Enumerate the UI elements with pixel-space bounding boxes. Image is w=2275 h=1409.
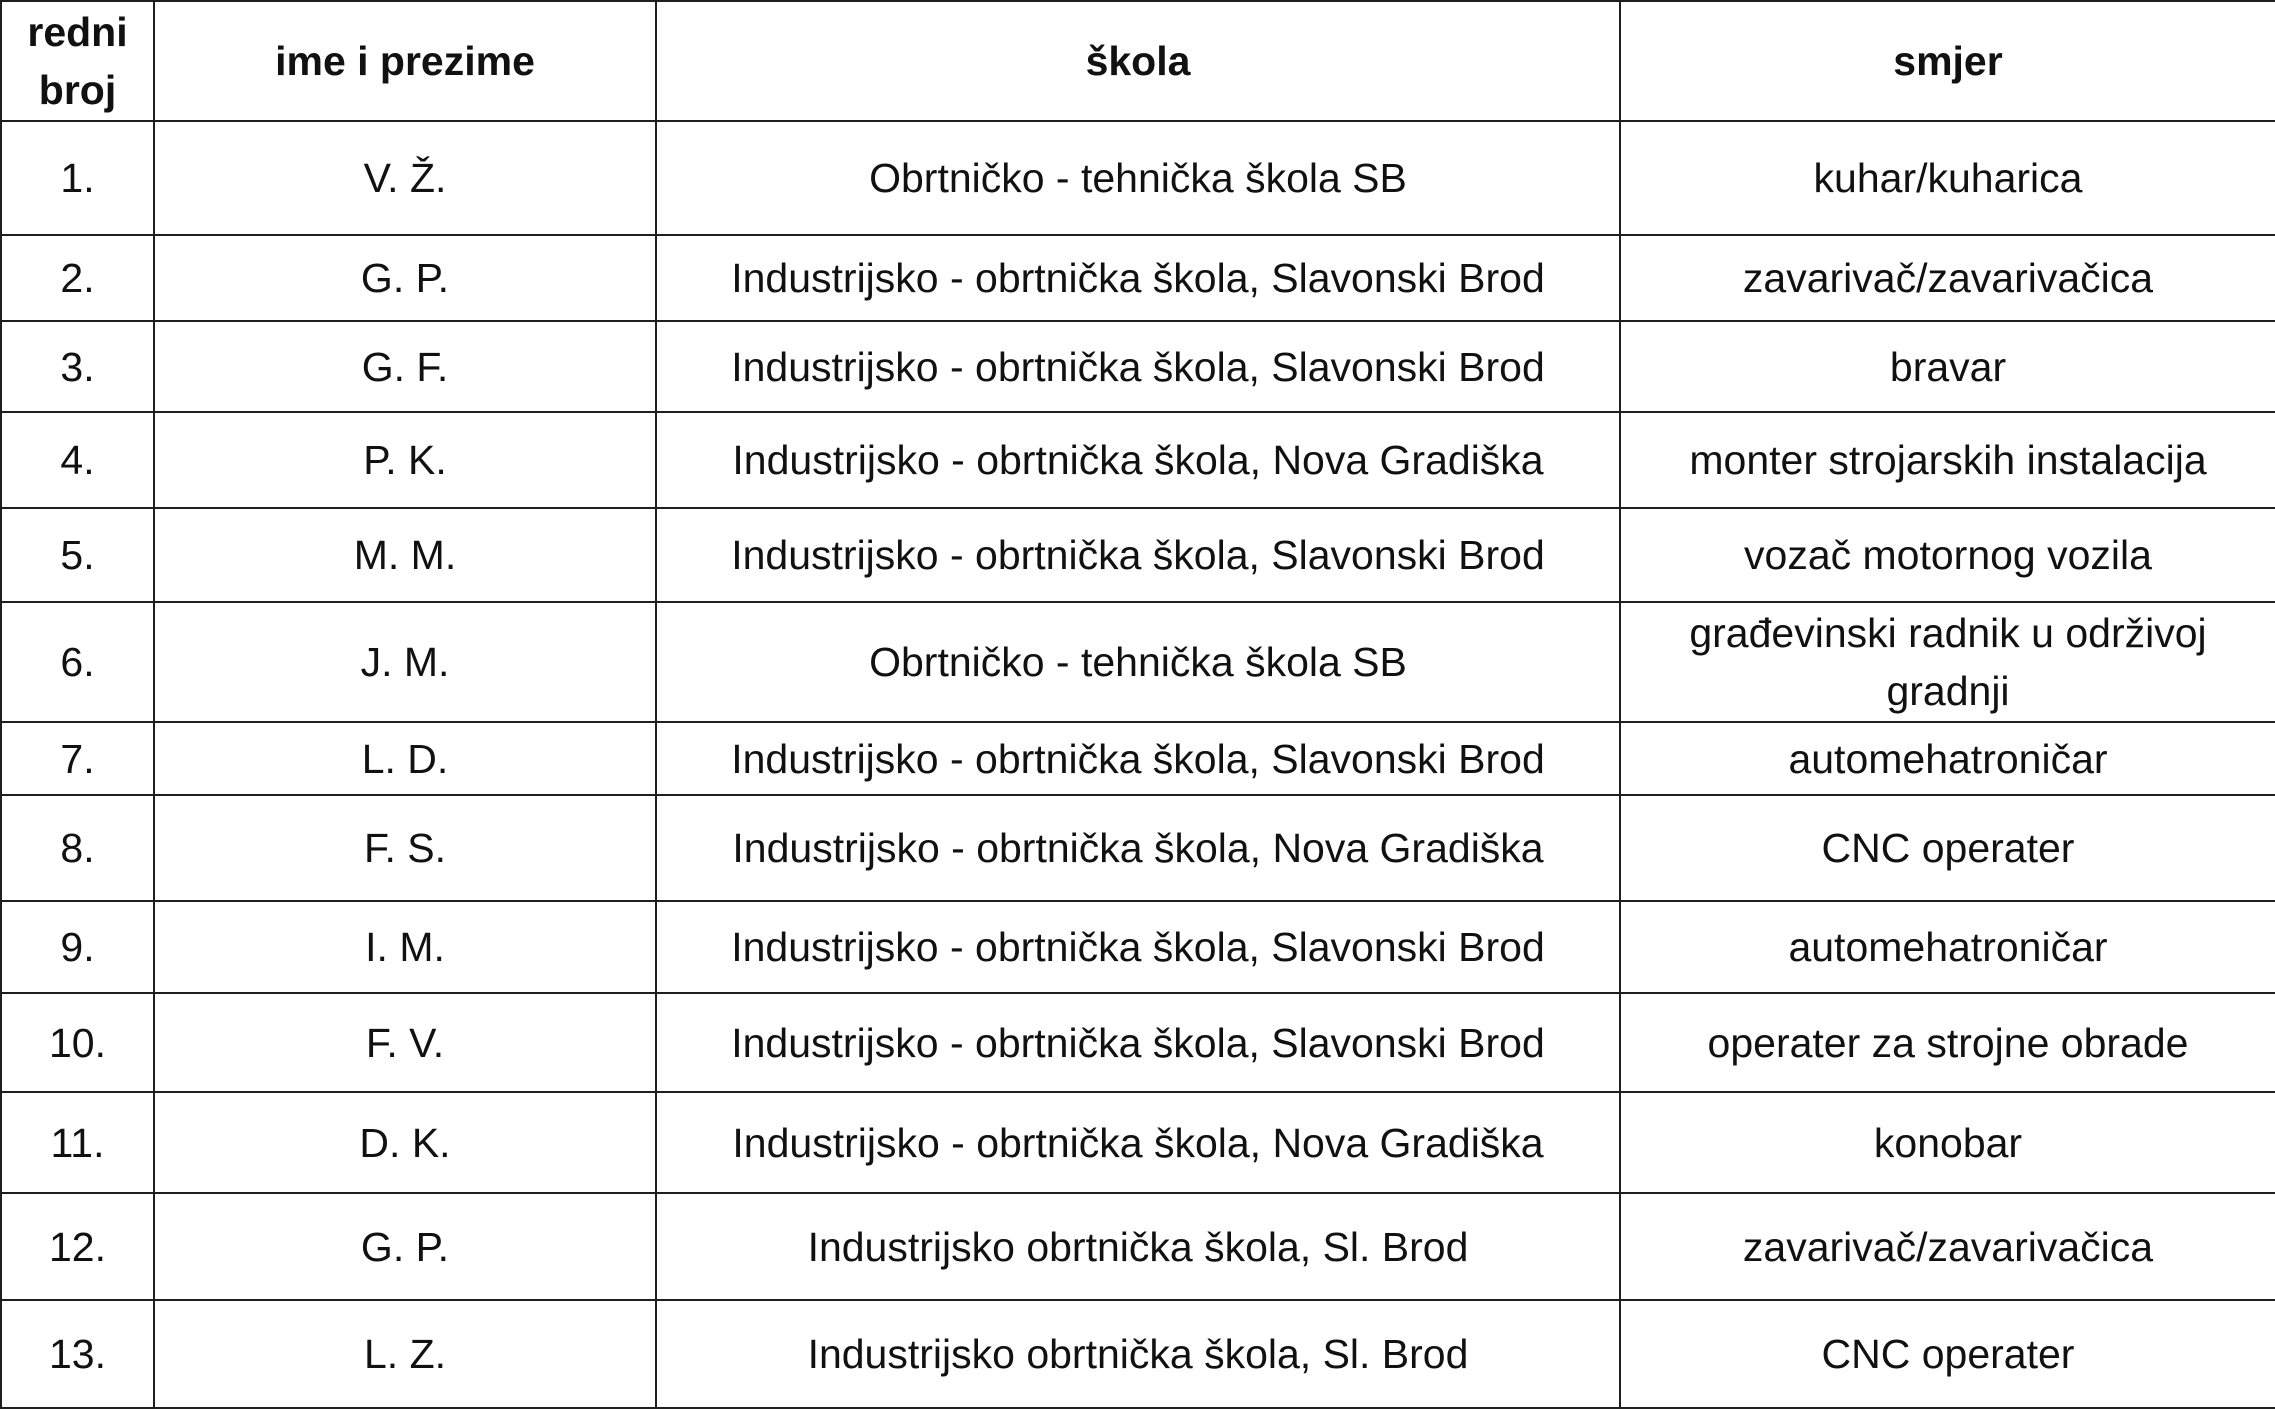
table-row bbox=[1, 412, 2275, 508]
cell-course: monter strojarskih instalacija bbox=[1620, 412, 2275, 508]
header-number-line2: broj bbox=[38, 67, 117, 113]
cell-course: operater za strojne obrade bbox=[1620, 993, 2275, 1092]
cell-name: G. P. bbox=[154, 235, 656, 321]
cell-number: 13. bbox=[1, 1300, 154, 1408]
cell-course: CNC operater bbox=[1620, 795, 2275, 901]
cell-school: Industrijsko - obrtnička škola, Slavonski Brod bbox=[656, 901, 1620, 993]
cell-course: automehatroničar bbox=[1620, 722, 2275, 795]
table-row bbox=[1, 602, 2275, 722]
cell-course: automehatroničar bbox=[1620, 901, 2275, 993]
cell-name: D. K. bbox=[154, 1092, 656, 1193]
cell-name: J. M. bbox=[154, 602, 656, 722]
table-row bbox=[1, 1300, 2275, 1408]
cell-school: Obrtničko - tehnička škola SB bbox=[656, 121, 1620, 235]
cell-course: bravar bbox=[1620, 321, 2275, 412]
header-name: ime i prezime bbox=[154, 1, 656, 121]
cell-name: P. K. bbox=[154, 412, 656, 508]
cell-course: konobar bbox=[1620, 1092, 2275, 1193]
cell-number: 7. bbox=[1, 722, 154, 795]
cell-school: Industrijsko - obrtnička škola, Nova Gradiška bbox=[656, 1092, 1620, 1193]
cell-number: 1. bbox=[1, 121, 154, 235]
header-number bbox=[1, 1, 154, 121]
table-row bbox=[1, 1193, 2275, 1300]
cell-course: zavarivač/zavarivačica bbox=[1620, 1193, 2275, 1300]
cell-school: Industrijsko - obrtnička škola, Slavonski Brod bbox=[656, 321, 1620, 412]
cell-number: 5. bbox=[1, 508, 154, 602]
table-row bbox=[1, 235, 2275, 321]
cell-name: F. S. bbox=[154, 795, 656, 901]
cell-course: CNC operater bbox=[1620, 1300, 2275, 1408]
cell-name: G. P. bbox=[154, 1193, 656, 1300]
cell-course: kuhar/kuharica bbox=[1620, 121, 2275, 235]
cell-school: Industrijsko - obrtnička škola, Nova Gradiška bbox=[656, 795, 1620, 901]
cell-school: Industrijsko - obrtnička škola, Nova Gradiška bbox=[656, 412, 1620, 508]
cell-school: Industrijsko - obrtnička škola, Slavonski Brod bbox=[656, 235, 1620, 321]
cell-school: Obrtničko - tehnička škola SB bbox=[656, 602, 1620, 722]
cell-school: Industrijsko - obrtnička škola, Slavonski Brod bbox=[656, 722, 1620, 795]
table-row bbox=[1, 321, 2275, 412]
cell-number: 4. bbox=[1, 412, 154, 508]
cell-course: zavarivač/zavarivačica bbox=[1620, 235, 2275, 321]
header-row bbox=[1, 1, 2275, 121]
cell-number: 9. bbox=[1, 901, 154, 993]
cell-number: 10. bbox=[1, 993, 154, 1092]
cell-number: 2. bbox=[1, 235, 154, 321]
table-row bbox=[1, 1092, 2275, 1193]
cell-school: Industrijsko obrtnička škola, Sl. Brod bbox=[656, 1300, 1620, 1408]
table-row bbox=[1, 901, 2275, 993]
cell-name: G. F. bbox=[154, 321, 656, 412]
cell-name: L. D. bbox=[154, 722, 656, 795]
cell-name: I. M. bbox=[154, 901, 656, 993]
table-row bbox=[1, 993, 2275, 1092]
cell-number: 3. bbox=[1, 321, 154, 412]
cell-course: vozač motornog vozila bbox=[1620, 508, 2275, 602]
header-number-line1: redni bbox=[27, 9, 128, 55]
cell-name: F. V. bbox=[154, 993, 656, 1092]
cell-name: M. M. bbox=[154, 508, 656, 602]
cell-number: 11. bbox=[1, 1092, 154, 1193]
cell-name: L. Z. bbox=[154, 1300, 656, 1408]
header-course: smjer bbox=[1620, 1, 2275, 121]
table-row bbox=[1, 795, 2275, 901]
table-row bbox=[1, 722, 2275, 795]
cell-course: građevinski radnik u održivoj gradnji bbox=[1620, 602, 2275, 722]
table-row bbox=[1, 121, 2275, 235]
cell-school: Industrijsko - obrtnička škola, Slavonski Brod bbox=[656, 508, 1620, 602]
cell-name: V. Ž. bbox=[154, 121, 656, 235]
cell-number: 8. bbox=[1, 795, 154, 901]
table-row bbox=[1, 508, 2275, 602]
cell-school: Industrijsko obrtnička škola, Sl. Brod bbox=[656, 1193, 1620, 1300]
cell-number: 12. bbox=[1, 1193, 154, 1300]
cell-number: 6. bbox=[1, 602, 154, 722]
cell-school: Industrijsko - obrtnička škola, Slavonski Brod bbox=[656, 993, 1620, 1092]
header-school: škola bbox=[656, 1, 1620, 121]
